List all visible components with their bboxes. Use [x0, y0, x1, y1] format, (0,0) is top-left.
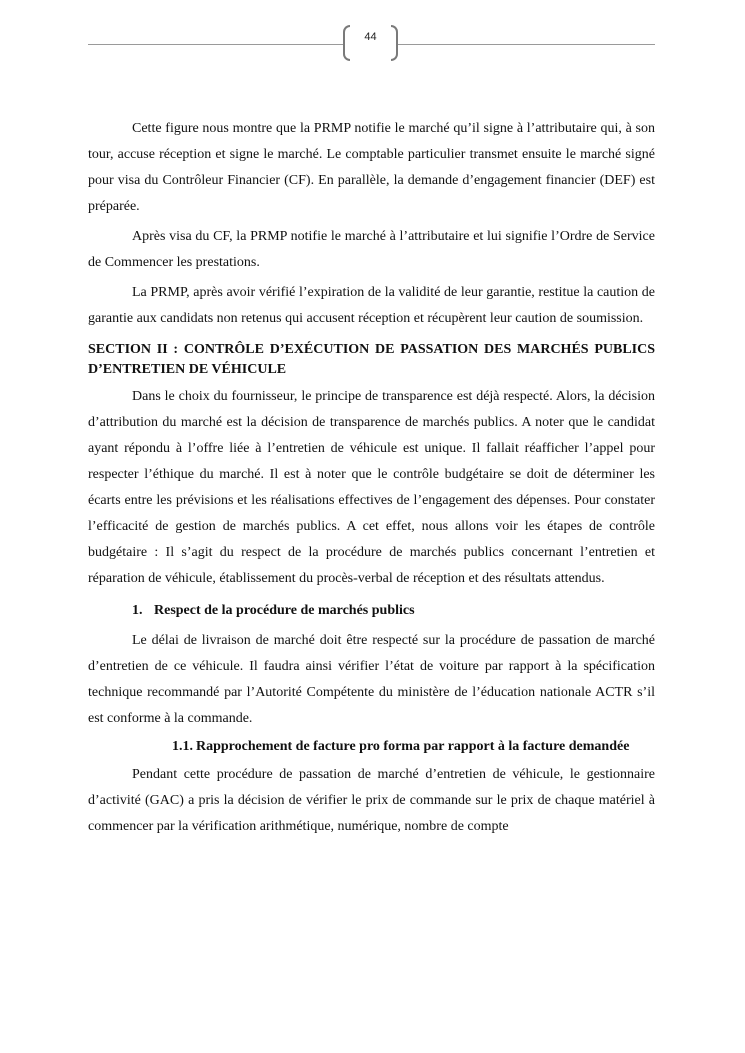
page-number-bracket-right: [391, 25, 398, 61]
subheading-1-1: [88, 734, 655, 760]
header-rule-right: [398, 44, 655, 45]
paragraph-3: La PRMP, après avoir vérifié l’expiration de la validité de leur garantie, restitue la caution de garantie aux candidats non retenus qui accusent réception et récupèrent leur caution de soumission.: [88, 285, 655, 326]
paragraph-1: Cette figure nous montre que la PRMP notifie le marché qu’il signe à l’attributaire qui, à son tour, accuse réception et signe le marché. Le comptable particulier transmet ensuite le marché signé pour visa du Contrôleur Financier (CF). En parallèle, la demande d’engagement financier (DEF) est préparée.: [88, 121, 655, 214]
subheading-1-number: 1.: [132, 603, 143, 618]
paragraph-5: Le délai de livraison de marché doit être respecté sur la procédure de passation de marché d’entretien de ce véhicule. Il faudra ainsi vérifier l’état de voiture par rapport à la spécification technique recommandé par l’Autorité Compétente du ministère de l’éducation nationale ACTR s’il est conforme à la commande.: [88, 633, 655, 726]
subheading-1-text: Respect de la procédure de marchés publics: [154, 603, 415, 618]
page-number: 44: [364, 31, 377, 43]
document-body: [88, 116, 655, 840]
header-rule-left: [88, 44, 343, 45]
subheading-1: [88, 598, 655, 624]
page-number-bracket-left: [343, 25, 350, 61]
paragraph-6: Pendant cette procédure de passation de marché d’entretien de véhicule, le gestionnaire d’activité (GAC) a pris la décision de vérifier le prix de commande sur le prix de chaque matériel à commencer par la vérification arithmétique, numérique, nombre de compte: [88, 767, 655, 834]
subheading-1-1-number: 1.1.: [172, 739, 193, 754]
paragraph-2: Après visa du CF, la PRMP notifie le marché à l’attributaire et lui signifie l’Ordre de Service de Commencer les prestations.: [88, 229, 655, 270]
subheading-1-1-text: Rapprochement de facture pro forma par rapport à la facture demandée: [196, 739, 630, 754]
section-heading: SECTION II : CONTRÔLE D’EXÉCUTION DE PASSATION DES MARCHÉS PUBLICS D’ENTRETIEN DE VÉHICULE: [88, 342, 655, 377]
paragraph-4: Dans le choix du fournisseur, le principe de transparence est déjà respecté. Alors, la décision d’attribution du marché est la décision de transparence de marchés publics. A noter que le candidat ayant répondu à l’offre liée à l’entretien de véhicule est unique. Il fallait réafficher l’appel pour respecter l’éthique du marché. Il est à noter que le contrôle budgétaire se doit de déterminer les écarts entre les prévisions et les réalisations effectives de l’engagement des dépenses. Pour constater l’efficacité de gestion de marchés publics. A cet effet, nous allons voir les étapes de contrôle budgétaire : Il s’agit du respect de la procédure de marchés publics concernant l’entretien et réparation de véhicule, établissement du procès-verbal de réception et des résultats attendus.: [88, 389, 655, 586]
